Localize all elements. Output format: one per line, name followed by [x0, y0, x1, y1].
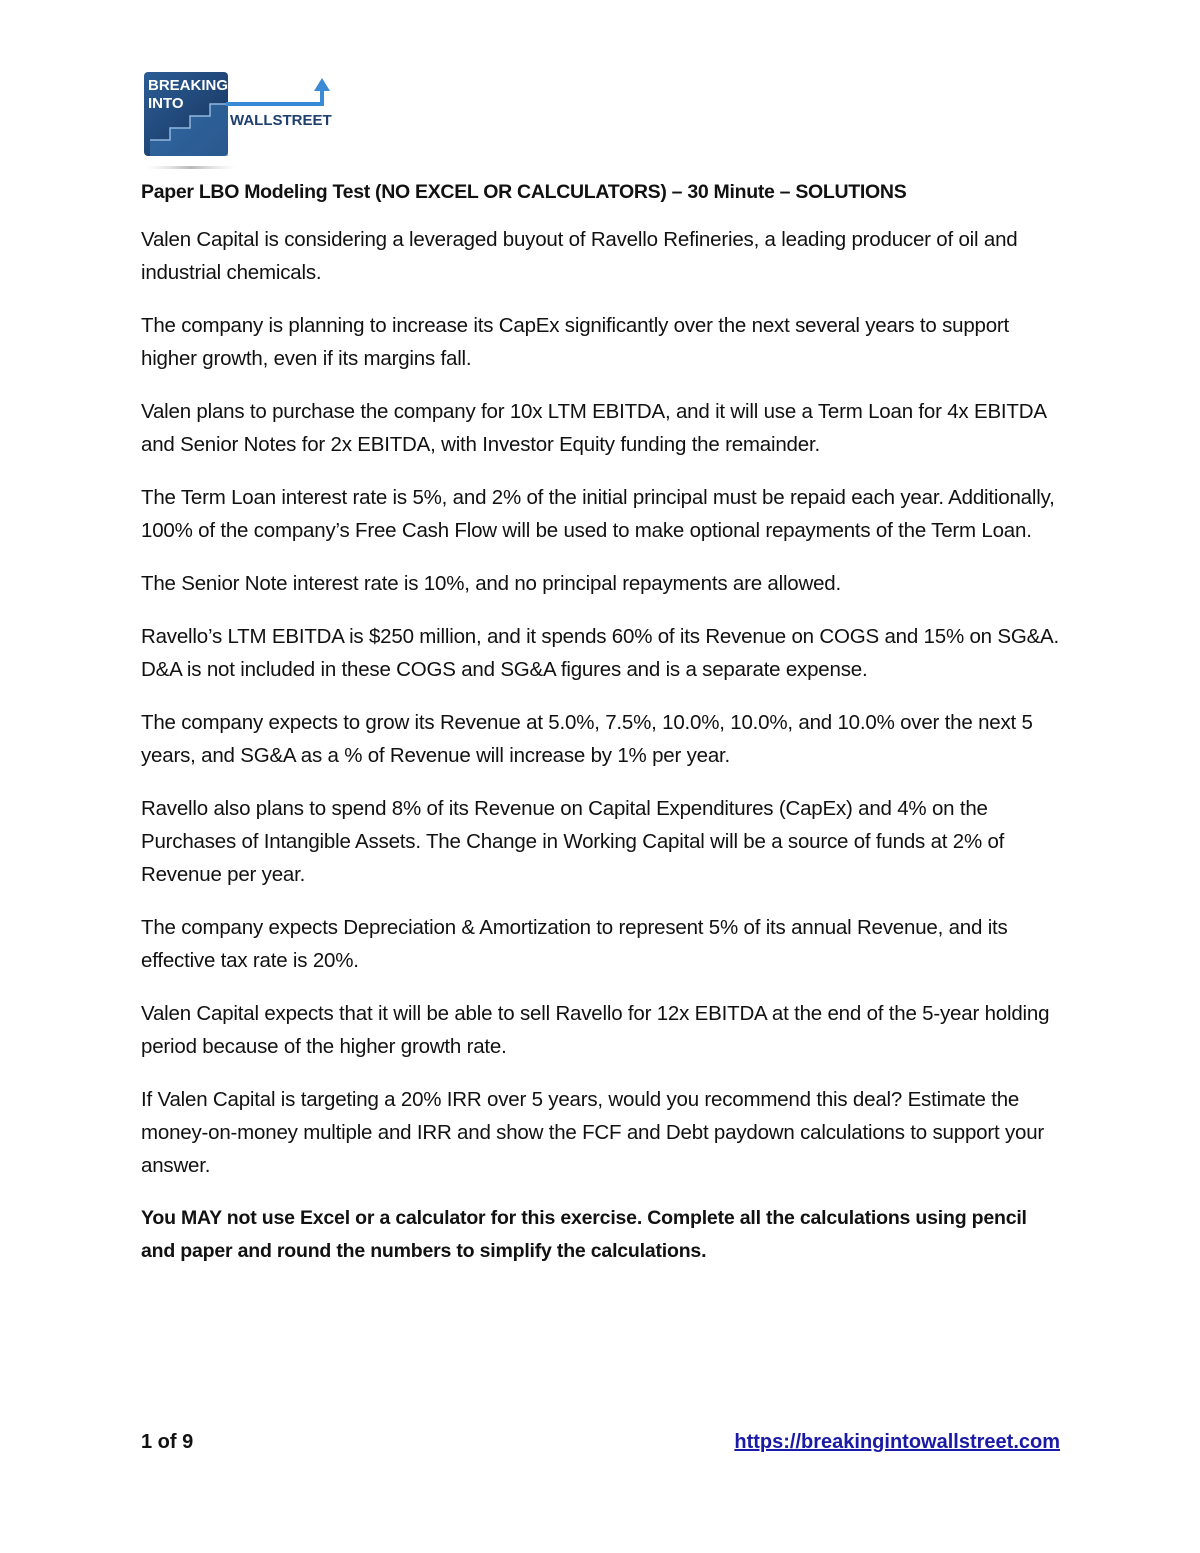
paragraph-10: Valen Capital expects that it will be able to sell Ravello for 12x EBITDA at the end of the 5-year holding period because of the higher growth rate. [141, 1002, 1050, 1058]
paragraph-11: If Valen Capital is targeting a 20% IRR over 5 years, would you recommend this deal? Estimate the money-on-money multiple and IRR and show the FCF and Debt paydown calculations to support your answer. [141, 1088, 1045, 1177]
paragraph-2: The company is planning to increase its CapEx significantly over the next several years to support higher growth, even if its margins fall. [141, 314, 1010, 370]
website-link[interactable]: https://breakingintowallstreet.com [734, 1431, 1060, 1453]
paragraph-3: Valen plans to purchase the company for 10x LTM EBITDA, and it will use a Term Loan for 4x EBITDA and Senior Notes for 2x EBITDA, with Investor Equity funding the remainder. [141, 400, 1046, 456]
document-body [141, 176, 1066, 1288]
logo-text-breaking: BREAKING [148, 77, 229, 94]
document-title: Paper LBO Modeling Test (NO EXCEL OR CALCULATORS) – 30 Minute – SOLUTIONS [141, 181, 907, 203]
paragraph-1: Valen Capital is considering a leveraged buyout of Ravello Refineries, a leading producer of oil and industrial chemicals. [141, 228, 1018, 284]
paragraph-7: The company expects to grow its Revenue at 5.0%, 7.5%, 10.0%, 10.0%, and 10.0% over the next 5 years, and SG&A as a % of Revenue will increase by 1% per year. [141, 711, 1033, 767]
bold-instruction-note: You MAY not use Excel or a calculator for this exercise. Complete all the calculations using pencil and paper and round the numbers to simplify the calculations. [141, 1207, 1027, 1262]
page-number: 1 of 9 [141, 1431, 194, 1453]
paragraph-4: The Term Loan interest rate is 5%, and 2% of the initial principal must be repaid each year. Additionally, 100% of the company’s Free Cash Flow will be used to make optional repayments of the Term Loan. [141, 486, 1055, 542]
logo-text-into: INTO [148, 95, 184, 112]
paragraph-6: Ravello’s LTM EBITDA is $250 million, and it spends 60% of its Revenue on COGS and 15% on SG&A. D&A is not included in these COGS and SG&A figures and is a separate expense. [141, 625, 1060, 681]
breaking-into-wallstreet-logo [140, 70, 340, 180]
paragraph-9: The company expects Depreciation & Amortization to represent 5% of its annual Revenue, and its effective tax rate is 20%. [141, 916, 1008, 972]
paragraph-5: The Senior Note interest rate is 10%, and no principal repayments are allowed. [141, 572, 842, 595]
paragraph-8: Ravello also plans to spend 8% of its Revenue on Capital Expenditures (CapEx) and 4% on the Purchases of Intangible Assets. The Change in Working Capital will be a source of funds at 2% of Revenue per year. [141, 797, 1005, 886]
logo-text-wallstreet: WALLSTREET [230, 112, 332, 129]
